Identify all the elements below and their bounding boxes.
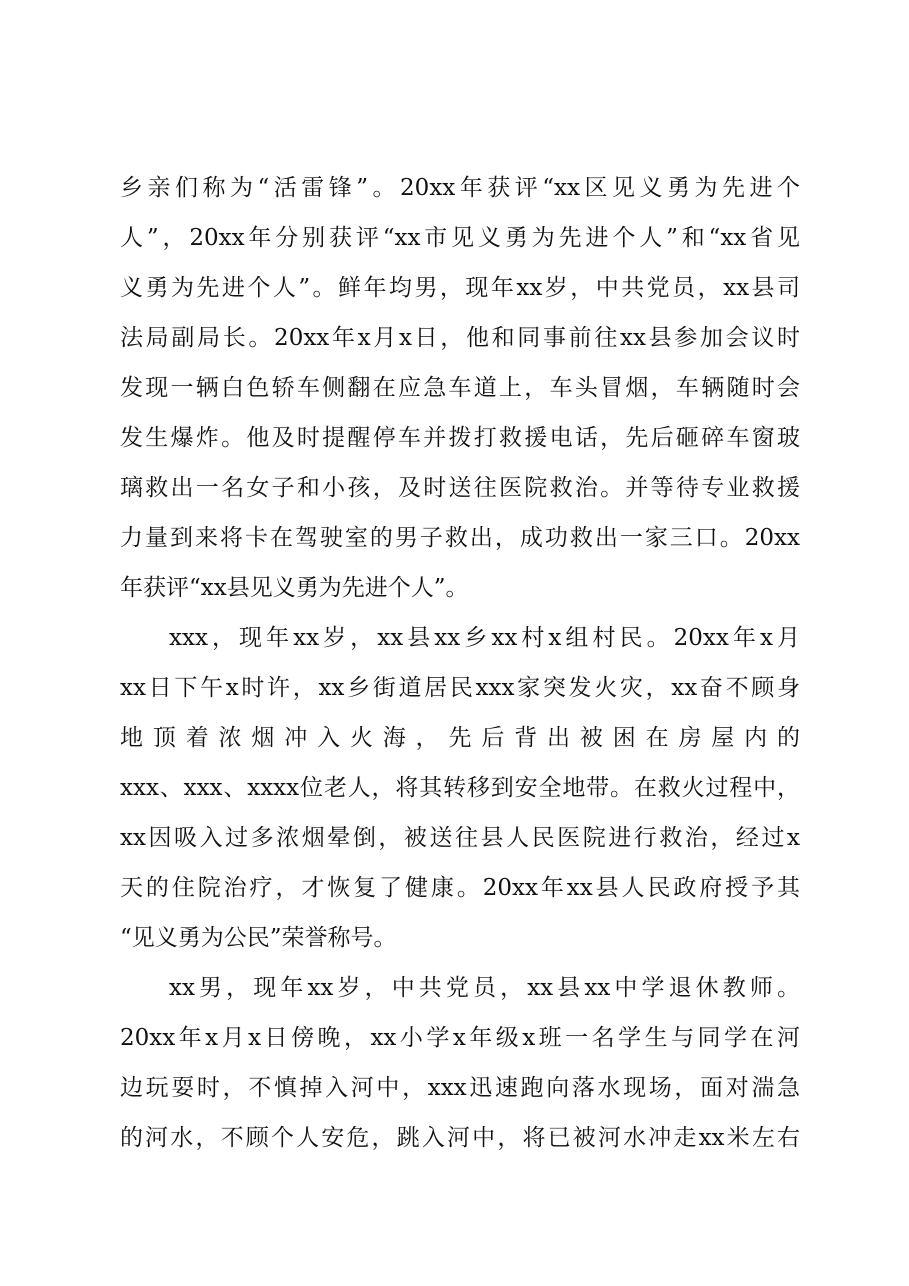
text-line: 20xx年x月x日傍晚，xx小学x年级x班一名学生与同学在河: [120, 1025, 800, 1051]
text-line: “见义勇为公民”荣誉称号。: [120, 925, 397, 951]
text-line: 力量到来将卡在驾驶室的男子救出，成功救出一家三口。20xx: [120, 525, 800, 551]
text-line: 年获评“xx县见义勇为先进个人”。: [120, 575, 469, 601]
text-line: 乡亲们称为“活雷锋”。20xx年获评“xx区见义勇为先进个: [120, 175, 800, 201]
text-line: xx因吸入过多浓烟晕倒，被送往县人民医院进行救治，经过x: [120, 825, 800, 851]
paragraph-first-line: xxx，现年xx岁，xx县xx乡xx村x组村民。20xx年x月: [169, 625, 800, 651]
text-line: 地顶着浓烟冲入火海，先后背出被困在房屋内的: [120, 725, 800, 751]
text-line: 发现一辆白色轿车侧翻在应急车道上，车头冒烟，车辆随时会: [120, 375, 800, 401]
text-line: 璃救出一名女子和小孩，及时送往医院救治。并等待专业救援: [120, 475, 800, 501]
paragraph-first-line: xx男，现年xx岁，中共党员，xx县xx中学退休教师。: [169, 975, 800, 1001]
text-line: 天的住院治疗，才恢复了健康。20xx年xx县人民政府授予其: [120, 875, 800, 901]
text-line: 法局副局长。20xx年x月x日，他和同事前往xx县参加会议时: [120, 325, 800, 351]
text-line: 的河水，不顾个人安危，跳入河中，将已被河水冲走xx米左右: [120, 1125, 800, 1151]
text-line: 人”，20xx年分别获评“xx市见义勇为先进个人”和“xx省见: [120, 225, 800, 251]
text-line: 义勇为先进个人”。鲜年均男，现年xx岁，中共党员，xx县司: [120, 275, 800, 301]
text-line: 发生爆炸。他及时提醒停车并拨打救援电话，先后砸碎车窗玻: [120, 425, 800, 451]
text-line: xx日下午x时许，xx乡街道居民xxx家突发火灾，xx奋不顾身: [120, 675, 800, 701]
text-line: xxx、xxx、xxxx位老人，将其转移到安全地带。在救火过程中，: [120, 775, 800, 801]
text-line: 边玩耍时，不慎掉入河中，xxx迅速跑向落水现场，面对湍急: [120, 1075, 800, 1101]
